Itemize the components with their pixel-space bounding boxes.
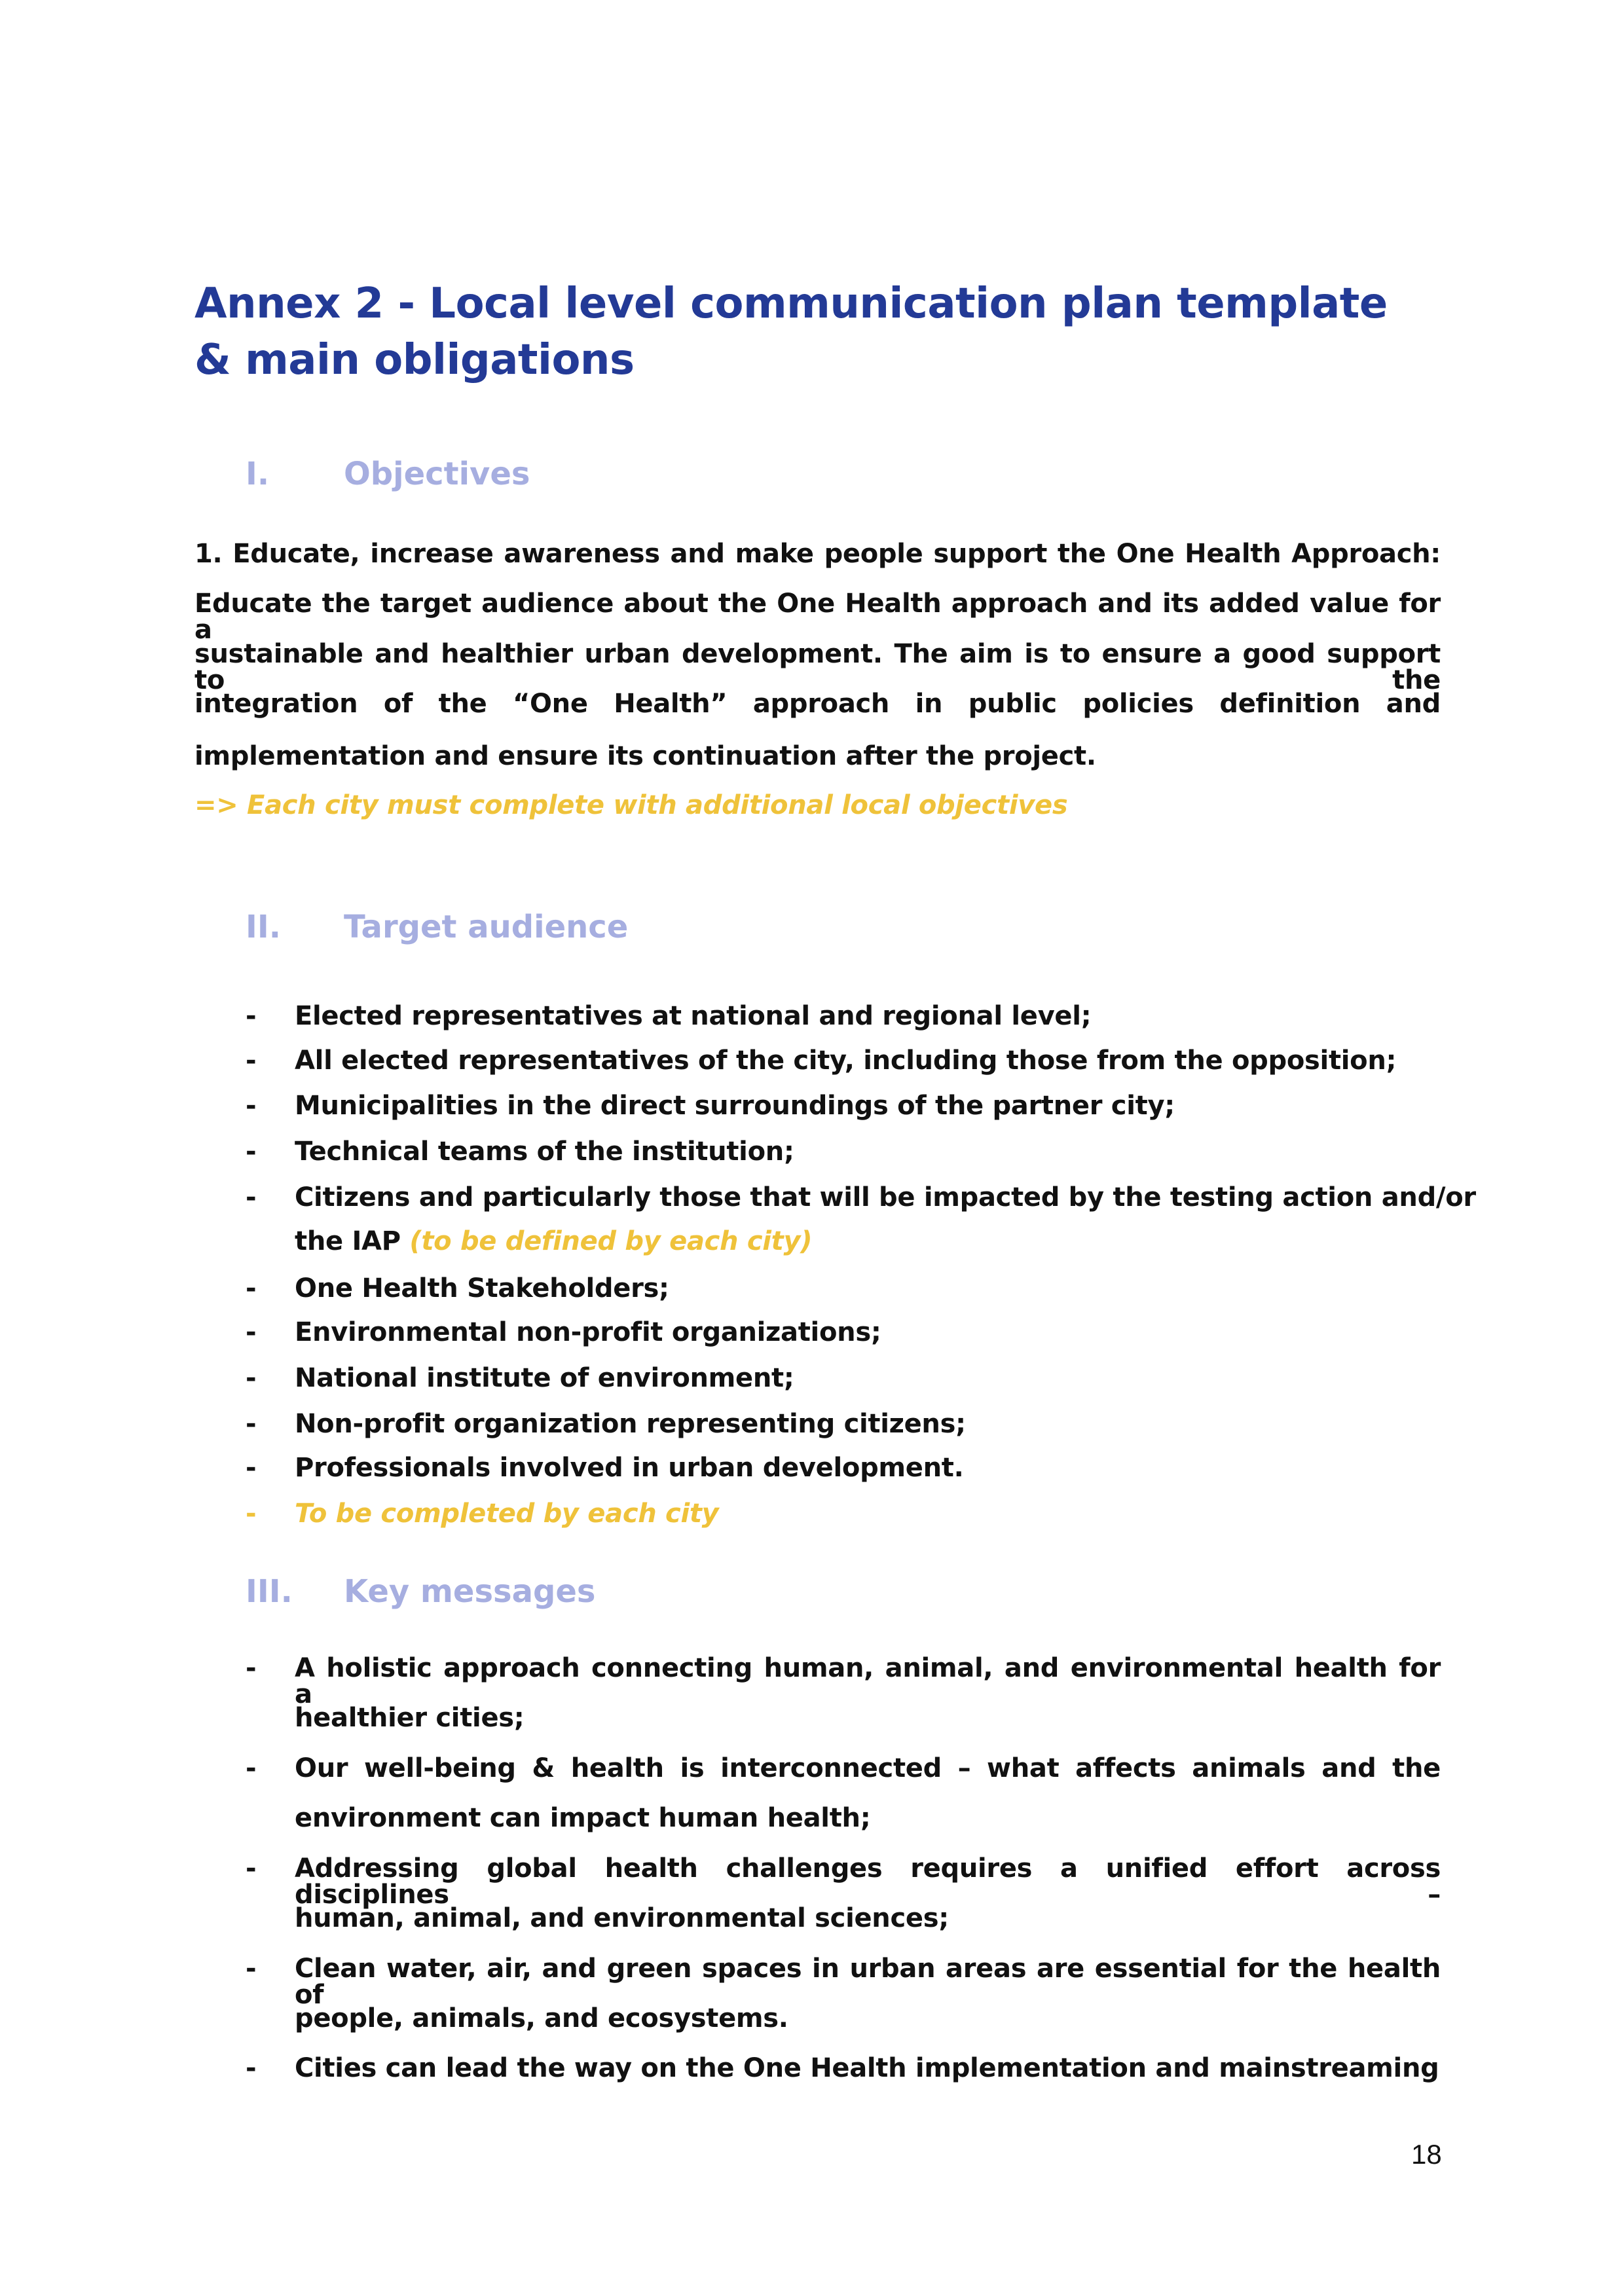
audience-placeholder-item: To be completed by each city bbox=[295, 1499, 719, 1529]
key-message-line: Addressing global health challenges requires a unified effort across disciplines – bbox=[295, 1853, 1441, 1910]
bullet-dash: - bbox=[246, 1409, 257, 1439]
bullet-dash: - bbox=[246, 1653, 257, 1683]
audience-item: Technical teams of the institution; bbox=[295, 1137, 794, 1167]
objective-line: integration of the “One Health” approach in public policies definition and bbox=[194, 689, 1441, 719]
bullet-dash: - bbox=[246, 1363, 257, 1393]
objective-line: implementation and ensure its continuation after the project. bbox=[194, 741, 1096, 771]
bullet-dash: - bbox=[246, 1753, 257, 1783]
page-title-line-2: & main obligations bbox=[194, 336, 635, 384]
audience-item: Environmental non-profit organizations; bbox=[295, 1317, 881, 1347]
key-message-line: environment can impact human health; bbox=[295, 1803, 871, 1833]
key-message-line: A holistic approach connecting human, animal, and environmental health for a bbox=[295, 1653, 1441, 1709]
section-1-number: I. bbox=[246, 456, 270, 492]
section-2-heading: Target audience bbox=[344, 909, 629, 945]
page-title-line-1: Annex 2 - Local level communication plan template bbox=[194, 280, 1388, 328]
bullet-dash: - bbox=[246, 1137, 257, 1167]
audience-item: One Health Stakeholders; bbox=[295, 1273, 669, 1303]
bullet-dash: - bbox=[246, 1091, 257, 1121]
bullet-dash: - bbox=[246, 1954, 257, 1984]
objective-line: Educate the target audience about the One Health approach and its added value for a bbox=[194, 589, 1441, 645]
section-3-number: III. bbox=[246, 1573, 293, 1610]
bullet-dash: - bbox=[246, 1046, 257, 1076]
section-3-heading: Key messages bbox=[344, 1573, 596, 1610]
audience-inline-note: (to be defined by each city) bbox=[409, 1226, 813, 1256]
key-message-line: healthier cities; bbox=[295, 1703, 525, 1733]
key-message-line: Clean water, air, and green spaces in urban areas are essential for the health of bbox=[295, 1954, 1441, 2010]
key-message-line: Our well-being & health is interconnected – what affects animals and the bbox=[295, 1753, 1441, 1783]
objective-line: sustainable and healthier urban development. The aim is to ensure a good support to the bbox=[194, 639, 1441, 695]
audience-item: Municipalities in the direct surroundings of the partner city; bbox=[295, 1091, 1175, 1121]
audience-item-text: the IAP bbox=[295, 1226, 401, 1256]
bullet-dash: - bbox=[246, 1499, 257, 1529]
audience-item-continuation bbox=[295, 1228, 1441, 1254]
audience-item: Citizens and particularly those that will be impacted by the testing action and/or bbox=[295, 1182, 1476, 1212]
audience-item: National institute of environment; bbox=[295, 1363, 794, 1393]
section-1-heading: Objectives bbox=[344, 456, 530, 492]
key-message-line: people, animals, and ecosystems. bbox=[295, 2003, 788, 2033]
bullet-dash: - bbox=[246, 1001, 257, 1031]
audience-item: Non-profit organization representing citizens; bbox=[295, 1409, 966, 1439]
objectives-placeholder-note: => Each city must complete with additional local objectives bbox=[194, 790, 1068, 820]
bullet-dash: - bbox=[246, 1453, 257, 1483]
audience-item: Professionals involved in urban development. bbox=[295, 1453, 964, 1483]
bullet-dash: - bbox=[246, 1317, 257, 1347]
key-message-line: human, animal, and environmental sciences; bbox=[295, 1903, 949, 1933]
key-message-line: Cities can lead the way on the One Health implementation and mainstreaming bbox=[295, 2053, 1439, 2083]
bullet-dash: - bbox=[246, 1273, 257, 1303]
bullet-dash: - bbox=[246, 1853, 257, 1884]
audience-item: All elected representatives of the city, including those from the opposition; bbox=[295, 1046, 1397, 1076]
bullet-dash: - bbox=[246, 2053, 257, 2083]
audience-item: Elected representatives at national and regional level; bbox=[295, 1001, 1092, 1031]
section-2-number: II. bbox=[246, 909, 281, 945]
bullet-dash: - bbox=[246, 1182, 257, 1212]
page-number: 18 bbox=[1411, 2139, 1442, 2170]
objective-line: 1. Educate, increase awareness and make people support the One Health Approach: bbox=[194, 539, 1441, 569]
